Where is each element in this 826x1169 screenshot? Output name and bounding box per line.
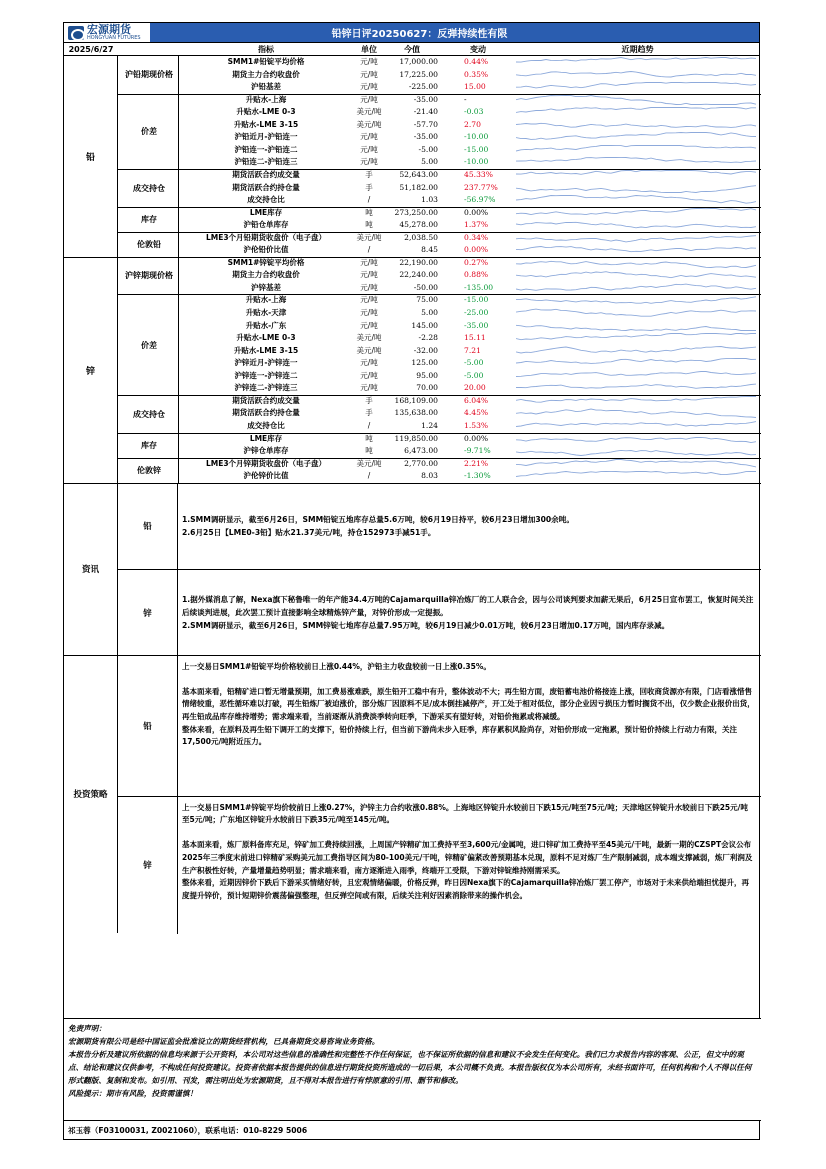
logo-name: 宏源期货 [87,22,131,36]
trend-sparkline [516,169,759,181]
trend-sparkline [516,433,759,445]
category-label: 价差 [118,294,180,394]
value-cell: 168,109.00 [394,395,438,405]
unit-cell: 元/吨 [360,132,378,142]
change-cell: -1.30% [464,471,491,481]
data-table [64,56,759,483]
news-label: 资讯 [64,484,118,655]
value-cell: -2.28 [418,333,438,343]
category-divider [118,232,761,233]
value-cell: 119,850.00 [394,433,438,443]
report-header [64,23,759,43]
change-cell: 6.04% [464,395,489,405]
indicator-cell: 升贴水-LME 3-15 [233,119,299,129]
metal-label: 铅 [64,56,118,257]
unit-cell: / [367,245,371,255]
value-cell: 135,638.00 [394,408,438,418]
indicator-cell: 沪铅基差 [251,82,281,92]
change-cell: - [464,94,467,104]
value-cell: 75.00 [416,295,438,305]
category-label: 沪锌期现价格 [125,271,173,281]
indicator-cell: LME3个月锌期货收盘价（电子盘） [205,458,327,468]
change-cell: -35.00 [464,320,489,330]
metal-label: 锌 [118,570,178,656]
change-cell: 15.00 [464,82,486,92]
news-section [64,483,761,655]
change-cell: 1.53% [464,420,489,430]
trend-sparkline [516,94,759,106]
trend-sparkline [516,81,759,93]
change-cell: -25.00 [464,308,489,317]
trend-sparkline [516,257,759,269]
change-cell: -56.97% [464,195,496,205]
change-cell: -15.00 [464,295,489,305]
change-cell: 0.88% [464,270,489,280]
trend-sparkline [516,269,759,281]
category-label: 成交持仓 [118,395,180,433]
trend-sparkline [516,320,759,332]
indicator-cell: 沪伦锌价比值 [243,471,289,481]
change-cell: 15.11 [464,333,486,343]
value-cell: -225.00 [408,82,438,92]
unit-cell: 元/吨 [360,69,378,79]
value-cell: -5.00 [418,144,438,154]
trend-sparkline [516,194,759,206]
change-cell: -10.00 [464,132,489,142]
unit-cell: 元/吨 [360,257,378,267]
value-cell: 6,473.00 [404,446,438,456]
change-cell: 237.77% [464,182,498,192]
metal-label: 铅 [118,484,178,569]
unit-cell: 吨 [365,446,373,456]
strategy-section [64,655,761,933]
trend-sparkline [516,294,759,306]
value-cell: 52,643.00 [399,169,438,179]
indicator-cell: 期货主力合约收盘价 [232,270,300,280]
indicator-cell: 升贴水-LME 3-15 [233,345,299,355]
indicator-cell: 升贴水-广东 [245,320,287,330]
indicator-cell: 沪铅连一-沪铅连二 [234,144,298,154]
category-label: 库存 [118,433,180,458]
change-cell: 0.27% [464,257,489,267]
value-cell: 22,240.00 [399,270,438,280]
unit-cell: 元/吨 [360,157,378,167]
strategy-label: 投资策略 [64,656,118,933]
unit-cell: 手 [365,169,373,179]
change-cell: -0.03 [464,107,484,117]
trend-sparkline [516,357,759,369]
trend-sparkline [516,382,759,394]
change-cell: 2.70 [464,119,481,129]
unit-cell: 美元/吨 [356,345,382,355]
trend-sparkline [516,219,759,231]
value-cell: 51,182.00 [399,182,438,192]
news-text: 1.SMM调研显示，截至6月26日，SMM铅锭五地库存总量5.6万吨，较6月19日持平，较6月23日增加300余吨。 2.6月25日【LME0-3铅】贴水21.37美元/吨，持仓152973手减51手。 [182,515,574,538]
news-text: 1.据外媒消息了解，Nexa旗下秘鲁唯一的年产能34.4万吨的Cajamarquilla锌冶炼厂的工人联合会，因与公司谈判要求加薪无果后，6月25日宣布罢工，恢复时间关注后续谈判进展，此次罢工预计直接影响全球精炼锌产量，对锌价形成一定提振。 2.SMM调研显示，截至6月26日，SMM锌锭七地库存总量7.95万吨，较6月19日减少0.01万吨，较6月23日增加0.17万吨，国内库存录减。 [182,595,754,631]
unit-cell: 元/吨 [360,308,378,317]
category-column-rule [178,56,179,483]
strategy-item-0 [118,656,761,796]
unit-cell: 元/吨 [360,57,378,66]
trend-sparkline [516,119,759,131]
indicator-cell: LME3个月铅期货收盘价（电子盘） [205,232,327,242]
unit-cell: 元/吨 [360,370,378,380]
trend-sparkline [516,407,759,419]
unit-cell: 美元/吨 [356,232,382,242]
indicator-cell: 沪铅近月-沪铅连一 [234,132,298,142]
value-cell: 70.00 [416,383,438,393]
change-cell: -5.00 [464,358,484,368]
unit-cell: 手 [365,182,373,192]
trend-sparkline [516,69,759,81]
unit-cell: 元/吨 [360,383,378,393]
indicator-cell: 升贴水-天津 [245,308,287,317]
category-divider [118,395,761,396]
indicator-cell: 期货活跃合约成交量 [232,395,300,405]
value-cell: 8.03 [421,471,438,481]
unit-cell: 元/吨 [360,82,378,92]
trend-sparkline [516,370,759,382]
value-cell: -35.00 [413,94,438,104]
unit-cell: 手 [365,395,373,405]
trend-sparkline [516,244,759,256]
change-cell: 1.37% [464,220,489,230]
indicator-cell: 沪铅仓单库存 [243,220,289,230]
column-header-row [64,43,759,56]
value-cell: 22,190.00 [399,257,438,267]
metal-label: 锌 [64,257,118,483]
change-cell: 20.00 [464,383,486,393]
value-cell: -21.40 [413,107,438,117]
trend-sparkline [516,56,759,68]
unit-cell: 元/吨 [360,270,378,280]
value-cell: 1.03 [421,195,438,205]
value-cell: 5.00 [421,308,438,317]
indicator-cell: 升贴水-上海 [245,94,287,104]
change-cell: 0.44% [464,57,489,66]
value-cell: 2,770.00 [404,458,438,468]
indicator-cell: 沪锌仓单库存 [243,446,289,456]
indicator-cell: SMM1#锌锭平均价格 [227,257,305,267]
trend-sparkline [516,207,759,219]
indicator-cell: 成交持仓比 [247,195,285,205]
value-cell: 145.00 [411,320,438,330]
indicator-cell: 沪铅连二-沪铅连三 [234,157,298,167]
change-cell: -10.00 [464,157,489,167]
value-cell: -32.00 [413,345,438,355]
category-divider [118,433,761,434]
unit-cell: 元/吨 [360,282,378,292]
unit-cell: 美元/吨 [356,458,382,468]
metal-label: 锌 [118,797,178,934]
metal-label: 铅 [118,656,178,796]
indicator-cell: 期货主力合约收盘价 [232,69,300,79]
change-cell: 45.33% [464,169,493,179]
news-item-0 [118,484,761,569]
date-header: 2025/6/27 [68,44,114,54]
indicator-cell: 期货活跃合约持仓量 [232,408,300,418]
category-divider [118,94,761,95]
unit-cell: 美元/吨 [356,333,382,343]
change-cell: -135.00 [464,282,494,292]
trend-sparkline [516,182,759,194]
category-divider [118,207,761,208]
value-cell: 5.00 [421,157,438,167]
news-item-1 [118,569,761,656]
change-cell: 0.35% [464,69,489,79]
indicator-cell: 升贴水-LME 0-3 [236,107,296,117]
unit-header: 单位 [361,44,377,54]
logo-english: HONGYUAN FUTURES [87,34,141,41]
indicator-header: 指标 [258,44,274,54]
indicator-cell: SMM1#铅锭平均价格 [227,57,305,66]
change-cell: 4.45% [464,408,489,418]
strategy-text: 上一交易日SMM1#铅锭平均价格较前日上涨0.44%，沪铅主力收盘较前一日上涨0.35%。 基本面来看，铅精矿进口暂无增量预期，加工费易涨难跌，原生铅开工稳中有升，整体波动不大；再生铅方面，废铅蓄电池价格接连上涨，回收商货源亦有限，门店看涨惜售情绪较重，恶性循环难以打破，再生铅炼厂被迫涨价，部分炼厂因原料不足/成本倒挂减停产，开工处于相对低位，部分企业因亏损压力暂时搁货不出，仅少数企业报价出货，再生铅成品库存维持增势；需求端来看，当前逐渐从消费淡季转向旺季，下游采买有望好转，对铅价拖累或将减缓。 整体来看，在原料及再生铅下调开工的支撑下，铅价持续上行，但当前下游尚未步入旺季，库存累积风险尚存，对铅价形成一定拖累，预计铅价持续上行动力有限，关注17,500元/吨附近压力。 [182,661,755,747]
value-cell: 273,250.00 [394,207,438,217]
indicator-cell: LME库存 [249,433,283,443]
report-frame [63,22,760,1140]
trend-sparkline [516,395,759,407]
change-cell: 0.00% [464,245,489,255]
logo-mark-icon [68,26,84,40]
category-label: 伦敦铅 [118,232,180,257]
change-header: 变动 [470,44,486,54]
change-cell: -15.00 [464,144,489,154]
value-cell: 17,000.00 [399,57,438,66]
indicator-cell: 升贴水-上海 [245,295,287,305]
unit-cell: 美元/吨 [356,119,382,129]
indicator-cell: 沪锌连二-沪锌连三 [234,383,298,393]
unit-cell: / [367,195,371,205]
trend-sparkline [516,445,759,457]
category-label: 成交持仓 [118,169,180,207]
unit-cell: 吨 [365,207,373,217]
value-cell: 125.00 [411,358,438,368]
trend-sparkline [516,420,759,432]
trend-sparkline [516,282,759,294]
value-cell: 8.45 [421,245,438,255]
company-logo [64,23,150,42]
indicator-cell: 沪伦铅价比值 [243,245,289,255]
value-cell: -57.70 [413,119,438,129]
value-cell: 95.00 [416,370,438,380]
indicator-cell: 沪锌基差 [251,282,281,292]
indicator-cell: 期货活跃合约成交量 [232,169,300,179]
indicator-cell: 成交持仓比 [247,420,285,430]
analyst-footer: 祁玉蓉（F03100031, Z0021060），联系电话：010-8229 5006 [64,1120,761,1141]
strategy-text: 上一交易日SMM1#锌锭平均价较前日上涨0.27%，沪锌主力合约收涨0.88%。上海地区锌锭升水较前日下跌15元/吨至75元/吨；天津地区锌锭升水较前日下跌25元/吨至5元/吨；广东地区锌锭升水较前日下跌35元/吨至145元/吨。 基本面来看，炼厂原料备库充足，锌矿加工费持续回涨，上周国产锌精矿加工费持平至3,600元/金属吨，进口锌矿加工费持平至45美元/干吨，最新一期的CZSPT会议公布2025年三季度末前进口锌精矿采购美元加工费指导区间为80-100美元/干吨，锌精矿偏紧改善预期基本兑现，原料不足对炼厂生产限制减弱，成本端支撑减弱，炼厂利润及生产积极性好转，产量增量趋势明显；需求端来看，南方逐渐进入雨季，终端开工受限，下游对锌锭维持刚需采买。 整体来看，近期因锌价下跌后下游采买情绪好转，且宏观情绪偏暖，价格反弹，昨日因Nexa旗下的Cajamarquilla锌冶炼厂罢工停产，市场对于未来供给端担忧提升，再度提升锌价，预计短期锌价震荡偏强整理，但反弹空间或有限，后续关注利好因素消除带来的操作机会。 [182,802,753,900]
unit-cell: 手 [365,408,373,418]
unit-cell: / [367,420,371,430]
change-cell: 7.21 [464,345,481,355]
trend-sparkline [516,232,759,244]
unit-cell: 美元/吨 [356,107,382,117]
trend-sparkline [516,345,759,357]
change-cell: 2.21% [464,458,489,468]
unit-cell: 元/吨 [360,320,378,330]
trend-sparkline [516,131,759,143]
trend-sparkline [516,470,759,482]
category-divider [118,458,761,459]
value-cell: 2,038.50 [404,232,438,242]
indicator-cell: 期货活跃合约持仓量 [232,182,300,192]
value-cell: 45,278.00 [399,220,438,230]
category-label: 沪铅期现价格 [125,70,173,80]
unit-cell: / [367,471,371,481]
strategy-item-1 [118,796,761,934]
value-cell: 1.24 [421,420,438,430]
indicator-cell: 沪锌连一-沪锌连二 [234,370,298,380]
change-cell: 0.00% [464,433,489,443]
value-cell: -50.00 [413,282,438,292]
trend-sparkline [516,106,759,118]
category-label: 伦敦锌 [118,458,180,483]
trend-sparkline [516,156,759,168]
trend-sparkline [516,144,759,156]
report-title: 铅锌日评20250627：反弹持续性有限 [150,23,759,42]
unit-cell: 元/吨 [360,358,378,368]
indicator-cell: 沪锌近月-沪锌连一 [234,358,298,368]
value-header: 今值 [404,44,420,54]
indicator-cell: 升贴水-LME 0-3 [236,333,296,343]
unit-cell: 元/吨 [360,295,378,305]
change-cell: 0.34% [464,232,489,242]
unit-cell: 吨 [365,220,373,230]
trend-sparkline [516,307,759,319]
unit-cell: 元/吨 [360,94,378,104]
change-cell: -9.71% [464,446,491,456]
metal-divider [64,257,761,258]
category-divider [118,169,761,170]
disclaimer: 免责声明： 宏源期货有限公司是经中国证监会批准设立的期货经营机构，已具备期货交易咨询业务资格。 本报告分析及建议所依据的信息均来源于公开资料，本公司对这些信息的准确性和完整性不作任何保证，也不保证所依据的信息和建议不会发生任何变化。我们已力求报告内容的客观、公正，但文中的观点、结论和建议仅供参考，不构成任何投资建议。投资者依据本报告提供的信息进行期货投资所造成的一切后果，本公司概不负责。本报告版权仅为本公司所有，未经书面许可，任何机构和个人不得以任何形式翻版、复制和发布。如引用、刊发，需注明出处为宏源期货，且不得对本报告进行有悖原意的引用、删节和修改。 风险提示：期市有风险，投资需谨慎！ [64,1018,761,1120]
trend-sparkline [516,458,759,470]
change-cell: -5.00 [464,370,484,380]
value-cell: 17,225.00 [399,69,438,79]
category-label: 价差 [118,94,180,169]
unit-cell: 元/吨 [360,144,378,154]
unit-cell: 吨 [365,433,373,443]
value-cell: -35.00 [413,132,438,142]
trend-header: 近期趋势 [621,44,654,54]
change-cell: 0.00% [464,207,489,217]
trend-sparkline [516,332,759,344]
indicator-cell: LME库存 [249,207,283,217]
category-divider [118,294,761,295]
category-label: 库存 [118,207,180,232]
